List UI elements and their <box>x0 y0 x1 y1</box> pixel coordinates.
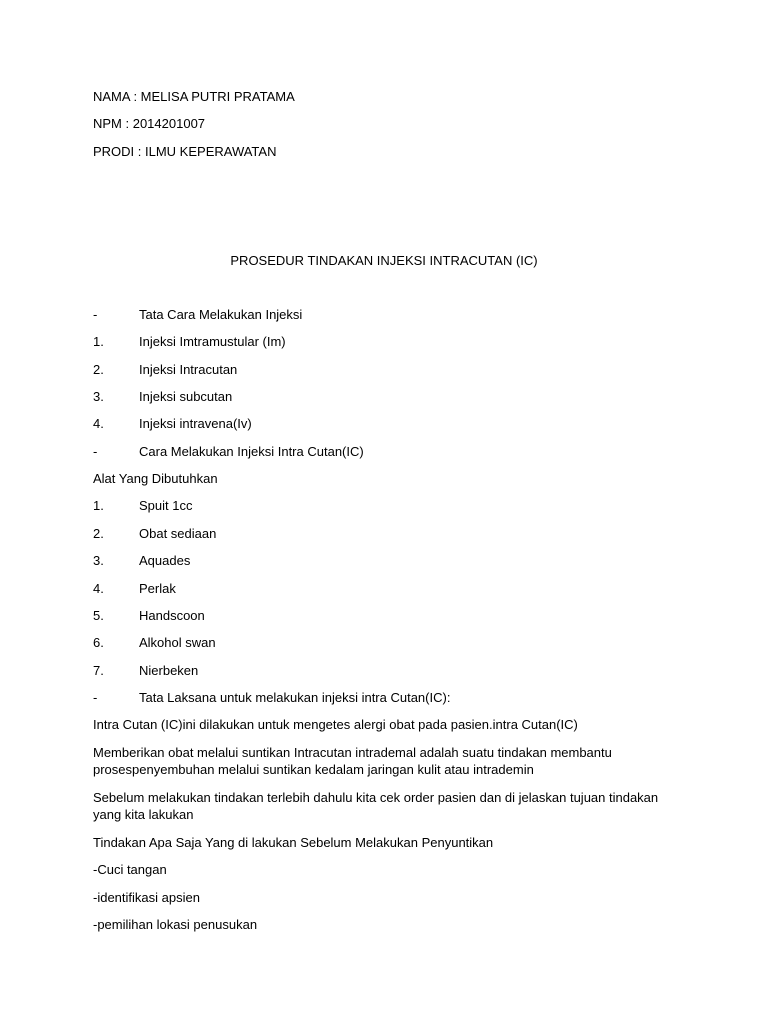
list-marker: 4. <box>93 416 104 431</box>
list-text: Alkohol swan <box>139 635 216 650</box>
list-text: Injeksi Imtramustular (Im) <box>139 334 286 349</box>
list-text: Injeksi intravena(Iv) <box>139 416 252 431</box>
list-marker: 5. <box>93 608 104 623</box>
list-marker: 1. <box>93 334 104 349</box>
list-marker: 7. <box>93 663 104 678</box>
paragraph: Memberikan obat melalui suntikan Intracutan intrademal adalah suatu tindakan membantu prosespenyembuhan melalui suntikan kedalam jaringan kulit atau intrademin <box>93 745 612 777</box>
list-item <box>93 634 216 651</box>
student-name: NAMA : MELISA PUTRI PRATAMA <box>93 89 295 104</box>
list-marker: 2. <box>93 526 104 541</box>
paragraph: Intra Cutan (IC)ini dilakukan untuk mengetes alergi obat pada pasien.intra Cutan(IC) <box>93 717 578 732</box>
list-text: Injeksi subcutan <box>139 389 233 404</box>
list-marker: 3. <box>93 553 104 568</box>
list-marker: 3. <box>93 389 104 404</box>
list-item <box>93 388 232 405</box>
list-marker: 6. <box>93 635 104 650</box>
list-text: Obat sediaan <box>139 526 217 541</box>
list-item <box>93 662 198 679</box>
section-item-implementation <box>93 689 450 706</box>
tools-heading: Alat Yang Dibutuhkan <box>93 471 218 486</box>
paragraph: Tindakan Apa Saja Yang di lakukan Sebelum Melakukan Penyuntikan <box>93 835 494 850</box>
pre-step-item: -Cuci tangan <box>93 862 167 877</box>
list-item <box>93 497 192 514</box>
list-item <box>93 415 252 432</box>
list-item <box>93 552 190 569</box>
list-marker: 1. <box>93 498 104 513</box>
study-program: PRODI : ILMU KEPERAWATAN <box>93 144 277 159</box>
list-marker: - <box>93 444 98 459</box>
section-item-procedure <box>93 306 302 323</box>
list-marker: - <box>93 690 98 705</box>
pre-step-item: -identifikasi apsien <box>93 890 200 905</box>
list-marker: 4. <box>93 581 104 596</box>
list-text: Injeksi Intracutan <box>139 362 238 377</box>
section-item-ic-method <box>93 443 364 460</box>
list-text: Tata Cara Melakukan Injeksi <box>139 307 303 322</box>
list-text: Cara Melakukan Injeksi Intra Cutan(IC) <box>139 444 364 459</box>
list-item <box>93 607 205 624</box>
document-title: PROSEDUR TINDAKAN INJEKSI INTRACUTAN (IC) <box>230 253 538 268</box>
list-marker: - <box>93 307 98 322</box>
list-text: Aquades <box>139 553 191 568</box>
student-npm: NPM : 2014201007 <box>93 116 206 131</box>
list-text: Tata Laksana untuk melakukan injeksi intra Cutan(IC): <box>139 690 451 705</box>
list-item <box>93 525 216 542</box>
list-text: Handscoon <box>139 608 205 623</box>
list-item <box>93 333 286 350</box>
pre-step-item: -pemilihan lokasi penusukan <box>93 917 258 932</box>
list-text: Perlak <box>139 581 176 596</box>
list-item <box>93 580 176 597</box>
list-item <box>93 361 237 378</box>
list-text: Nierbeken <box>139 663 199 678</box>
paragraph: Sebelum melakukan tindakan terlebih dahulu kita cek order pasien dan di jelaskan tujuan tindakan yang kita lakukan <box>93 790 659 822</box>
list-marker: 2. <box>93 362 104 377</box>
list-text: Spuit 1cc <box>139 498 193 513</box>
